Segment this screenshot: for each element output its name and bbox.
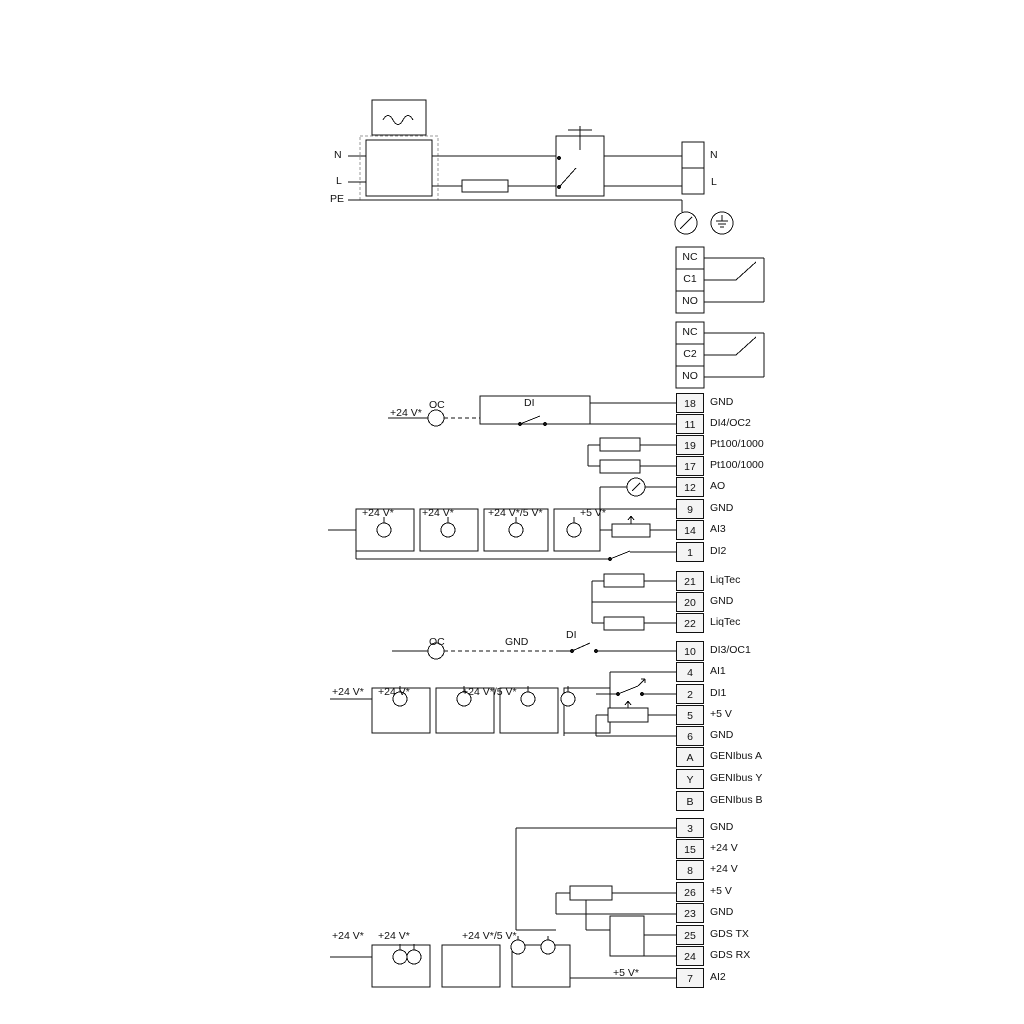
terminal-label-22: LiqTec	[710, 616, 741, 628]
terminal-box-14: 14	[676, 520, 704, 540]
terminal-label-9: GND	[710, 502, 734, 514]
terminal-label-15: +24 V	[710, 842, 738, 854]
terminal-box-23: 23	[676, 903, 704, 923]
output-l-label: L	[711, 176, 717, 188]
terminal-label-20: GND	[710, 595, 734, 607]
terminal-box-5: 5	[676, 705, 704, 725]
terminal-label-a: GENIbus A	[710, 750, 762, 762]
terminal-box-25: 25	[676, 925, 704, 945]
terminal-label-7: AI2	[710, 971, 726, 983]
terminal-label-12: AO	[710, 480, 726, 492]
terminal-label-11: DI4/OC2	[710, 417, 751, 429]
terminal-box-3: 3	[676, 818, 704, 838]
terminal-label-3: GND	[710, 821, 734, 833]
annotation-v24-5v-1: +24 V*/5 V*	[488, 507, 543, 519]
terminal-box-17: 17	[676, 456, 704, 476]
terminal-box-26: 26	[676, 882, 704, 902]
annotation-v24-5v-2: +24 V*/5 V*	[462, 686, 517, 698]
relay2-terminal-nc: NC	[682, 326, 698, 338]
terminal-label-4: AI1	[710, 665, 726, 677]
annotation-v5-2: +5 V*	[613, 967, 639, 979]
annotation-v24-3: +24 V*	[422, 507, 454, 519]
relay1-terminal-nc: NC	[682, 251, 698, 263]
annotation-v24-4: +24 V*	[332, 686, 364, 698]
terminal-box-19: 19	[676, 435, 704, 455]
mains-n-label: N	[334, 149, 342, 161]
terminal-label-8: +24 V	[710, 863, 738, 875]
terminal-box-15: 15	[676, 839, 704, 859]
annotation-oc-1: OC	[429, 399, 445, 411]
terminal-box-7: 7	[676, 968, 704, 988]
terminal-box-11: 11	[676, 414, 704, 434]
terminal-label-y: GENIbus Y	[710, 772, 763, 784]
annotation-gnd-mid: GND	[505, 636, 529, 648]
terminal-label-1: DI2	[710, 545, 727, 557]
terminal-label-6: GND	[710, 729, 734, 741]
terminal-label-2: DI1	[710, 687, 727, 699]
annotation-di-2: DI	[566, 629, 577, 641]
terminal-label-25: GDS TX	[710, 928, 749, 940]
terminal-label-26: +5 V	[710, 885, 732, 897]
terminal-box-12: 12	[676, 477, 704, 497]
terminal-label-b: GENIbus B	[710, 794, 763, 806]
terminal-label-21: LiqTec	[710, 574, 741, 586]
terminal-box-1: 1	[676, 542, 704, 562]
terminal-box-9: 9	[676, 499, 704, 519]
mains-l-label: L	[336, 175, 342, 187]
terminal-box-2: 2	[676, 684, 704, 704]
terminal-box-4: 4	[676, 662, 704, 682]
annotation-v5-1: +5 V*	[580, 507, 606, 519]
terminal-label-10: DI3/OC1	[710, 644, 751, 656]
terminal-label-17: Pt100/1000	[710, 459, 764, 471]
terminal-label-19: Pt100/1000	[710, 438, 764, 450]
terminal-box-21: 21	[676, 571, 704, 591]
terminal-box-22: 22	[676, 613, 704, 633]
annotation-v24-2: +24 V*	[362, 507, 394, 519]
terminal-box-6: 6	[676, 726, 704, 746]
terminal-label-18: GND	[710, 396, 734, 408]
annotation-v24-1: +24 V*	[390, 407, 422, 419]
relay2-terminal-no: NO	[682, 370, 698, 382]
annotation-v24-5: +24 V*	[378, 686, 410, 698]
relay2-terminal-c2: C2	[683, 348, 697, 360]
annotation-v24-6: +24 V*	[332, 930, 364, 942]
annotation-v24-5v-3: +24 V*/5 V*	[462, 930, 517, 942]
terminal-box-b: B	[676, 791, 704, 811]
terminal-box-24: 24	[676, 946, 704, 966]
relay1-terminal-c1: C1	[683, 273, 697, 285]
terminal-box-20: 20	[676, 592, 704, 612]
output-n-label: N	[710, 149, 718, 161]
annotation-v24-7: +24 V*	[378, 930, 410, 942]
annotation-di-1: DI	[524, 397, 535, 409]
terminal-box-10: 10	[676, 641, 704, 661]
terminal-box-a: A	[676, 747, 704, 767]
terminal-label-23: GND	[710, 906, 734, 918]
terminal-box-18: 18	[676, 393, 704, 413]
mains-pe-label: PE	[330, 193, 345, 205]
terminal-label-5: +5 V	[710, 708, 732, 720]
terminal-label-24: GDS RX	[710, 949, 751, 961]
terminal-box-8: 8	[676, 860, 704, 880]
relay1-terminal-no: NO	[682, 295, 698, 307]
terminal-box-y: Y	[676, 769, 704, 789]
terminal-label-14: AI3	[710, 523, 726, 535]
annotation-oc-2: OC	[429, 636, 445, 648]
